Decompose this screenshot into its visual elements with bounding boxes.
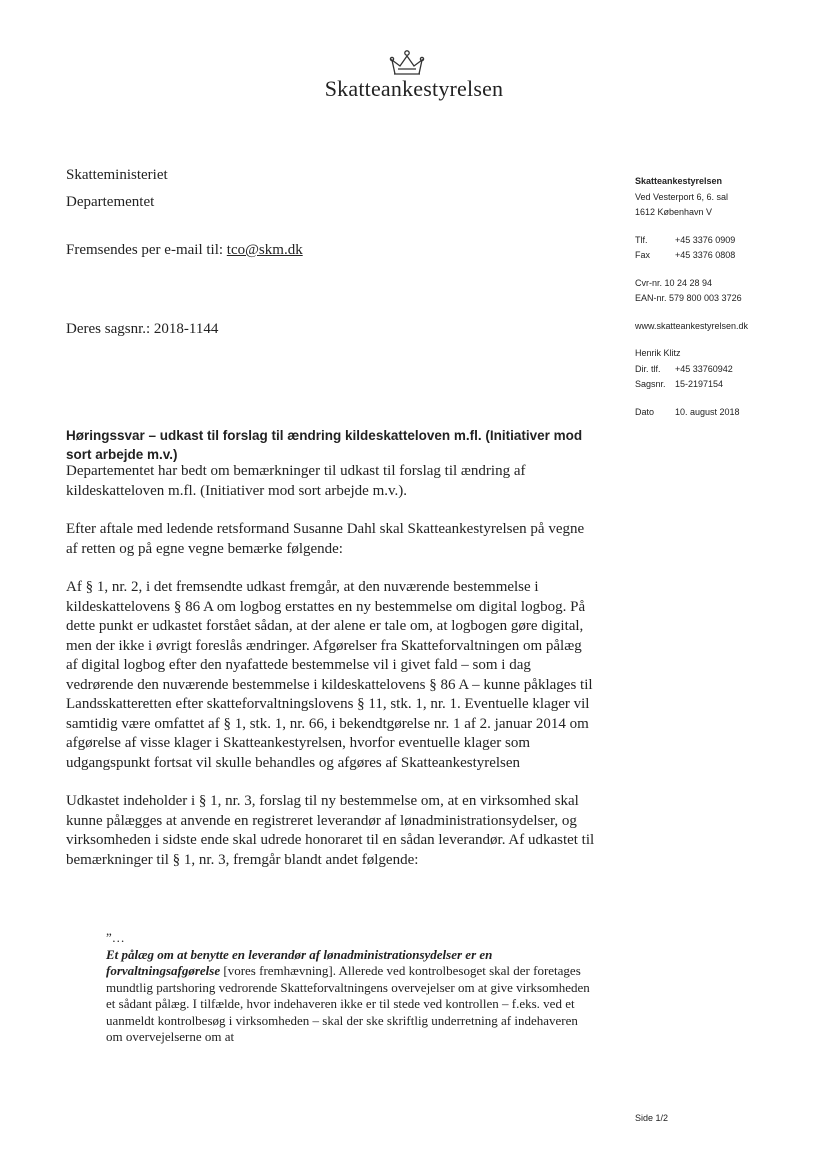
sent-via-line: [66, 242, 303, 259]
letter-heading: Høringssvar – udkast til forslag til ændring kildeskatteloven m.fl. (Initiativer mod sort arbejde m.v.): [66, 428, 583, 462]
sent-via-label: Fremsendes per e-mail til:: [66, 242, 224, 258]
quote-emphasis: Et pålæg om at benytte en leverandør af lønadministrationsydelser er en forvaltningsafgørelse: [106, 946, 493, 978]
sidebar-case-number: [635, 377, 748, 393]
direct-phone-value: +45 33760942: [675, 363, 733, 374]
paragraph: Udkastet indeholder i § 1, nr. 3, forslag til ny bestemmelse om, at en virksomhed skal kunne pålægges at anvende en registreret leverandør af lønadministrationsydelser, og virksomheden i sidste ende skal udrede honoraret til en sådan leverandør. Af udkastet til bemærkninger til § 1, nr. 3, fremgår blandt andet følgende:: [66, 793, 595, 868]
sidebar-cvr: Cvr-nr. 10 24 28 94: [635, 277, 713, 288]
case-number-value: 15-2197154: [675, 379, 724, 389]
page-number: Side 1/2: [635, 1113, 669, 1123]
paragraph: Efter aftale med ledende retsformand Susanne Dahl skal Skatteankestyrelsen på vegne af retten og på egne vegne bemærke følgende:: [66, 521, 585, 557]
sidebar-address-1: Ved Vesterport 6, 6. sal: [635, 191, 729, 202]
paragraph: Departementet har bedt om bemærkninger til udkast til forslag til ændring af kildeskatteloven m.fl. (Initiativer mod sort arbejde m.v.).: [66, 463, 526, 499]
phone-label: Tlf.: [635, 234, 648, 245]
fax-value: +45 3376 0808: [675, 250, 736, 260]
sidebar-contact-name: Henrik Klitz: [635, 348, 681, 358]
date-value: 10. august 2018: [675, 406, 740, 417]
recipient-block: [66, 162, 168, 216]
fax-label: Fax: [635, 250, 651, 260]
quote-open: ”…: [106, 930, 125, 945]
recipient-line-1: Skatteministeriet: [66, 167, 168, 183]
email-link[interactable]: tco@skm.dk: [226, 242, 303, 258]
recipient-line-2: Departementet: [66, 194, 155, 210]
date-label: Dato: [635, 406, 655, 417]
block-quote: [106, 930, 591, 1046]
org-name: Skatteankestyrelsen: [324, 76, 504, 101]
sidebar-fax: [635, 248, 748, 264]
sidebar-address-2: 1612 København V: [635, 207, 713, 217]
sidebar-date: [635, 405, 748, 421]
case-number-label: Sagsnr.: [635, 379, 666, 389]
sender-sidebar: [635, 174, 748, 432]
sidebar-website[interactable]: www.skatteankestyrelsen.dk: [635, 320, 749, 331]
quote-rest: [vores fremhævning]. Allerede ved kontrolbesoget skal der foretages mundtlig partshoring vedrorende Skatteforvaltningens overvejelser om at give virksomheden et sådant pålæg. I tilfælde, hvor indehaveren ikke er til stede ved kontrollen – f.eks. ved et uanmeldt kontrolbesøg i virksomheden – skal der ske skriftlig underretning af indehaveren om overvejelserne om at: [106, 963, 590, 1044]
phone-value: +45 3376 0909: [675, 234, 736, 245]
sidebar-phone: [635, 233, 748, 249]
sidebar-ean: EAN-nr. 579 800 003 3726: [635, 293, 742, 303]
direct-phone-label: Dir. tlf.: [635, 363, 661, 374]
reference-line: Deres sagsnr.: 2018-1144: [66, 321, 219, 337]
quote-text: [106, 947, 591, 1046]
sidebar-org: Skatteankestyrelsen: [635, 176, 723, 186]
sidebar-direct-phone: [635, 362, 748, 378]
letter-body: [66, 462, 596, 889]
paragraph: Af § 1, nr. 2, i det fremsendte udkast fremgår, at den nuværende bestemmelse i kildeskattelovens § 86 A om logbog erstattes en ny bestemmelse om digital logbog. På dette punkt er udkastet forstået sådan, at der alene er tale om, at logbogen gøre digital, men der ikke i øvrigt foreslås ændringer. Afgørelser fra Skatteforvaltningen om pålæg af digital logbog efter den nyafattede bestemmelse vil i givet fald – som i dag vedrørende den nuværende bestemmelse i kildeskattelovens § 86 A – kunne påklages til Landsskatteretten efter skatteforvaltningslovens § 11, stk. 1, nr. 1. Eventuelle klager vil samtidig være omfattet af § 1, stk. 1, nr. 66, i bekendtgørelse nr. 1 af 2. januar 2014 om afgørelse af visse klager i Skatteankestyrelsen, hvorfor eventuelle klager som udgangspunkt fortsat vil skulle behandles og afgøres af Skatteankestyrelsen: [66, 579, 593, 771]
